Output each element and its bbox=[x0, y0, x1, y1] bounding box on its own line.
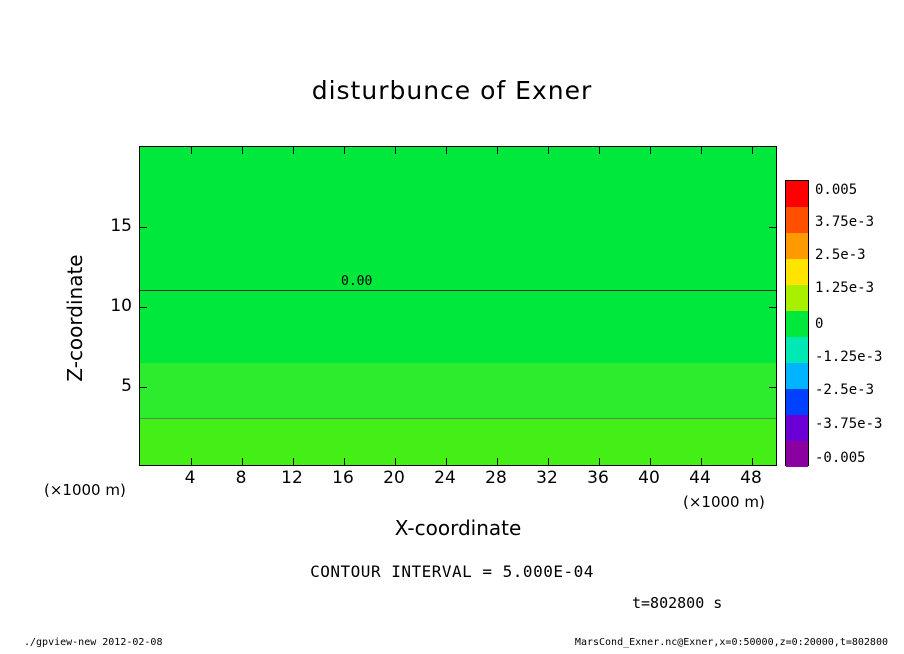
x-tick-top bbox=[701, 147, 702, 154]
y-tick-label: 5 bbox=[121, 376, 132, 396]
y-tick-label: 15 bbox=[110, 216, 132, 236]
colorbar-cell bbox=[786, 415, 808, 441]
x-tick-label: 32 bbox=[536, 468, 558, 488]
x-tick-bottom bbox=[446, 458, 447, 465]
x-tick-bottom bbox=[548, 458, 549, 465]
x-tick-label: 36 bbox=[587, 468, 609, 488]
x-tick-bottom bbox=[395, 458, 396, 465]
colorbar-tick-label: 2.5e-3 bbox=[815, 247, 866, 263]
x-tick-bottom bbox=[242, 458, 243, 465]
colorbar-tick-label: 3.75e-3 bbox=[815, 214, 875, 230]
x-axis-title: X-coordinate bbox=[394, 516, 522, 540]
y-axis-unit: (×1000 m) bbox=[44, 481, 126, 499]
x-tick-label: 24 bbox=[434, 468, 456, 488]
x-tick-bottom bbox=[344, 458, 345, 465]
y-tick-right bbox=[769, 307, 776, 308]
x-tick-bottom bbox=[293, 458, 294, 465]
x-tick-bottom bbox=[650, 458, 651, 465]
colorbar-cell bbox=[786, 181, 808, 207]
page-title: disturbunce of Exner bbox=[311, 76, 593, 105]
colorbar-cell bbox=[786, 207, 808, 233]
contour-line-lower bbox=[140, 418, 776, 419]
y-axis-title: Z-coordinate bbox=[63, 254, 87, 382]
y-tick-left bbox=[140, 387, 147, 388]
colorbar-tick-label: -3.75e-3 bbox=[815, 416, 883, 432]
x-tick-top bbox=[344, 147, 345, 154]
colorbar-tick-label: 0 bbox=[815, 316, 824, 332]
colorbar-cell bbox=[786, 259, 808, 285]
time-annotation: t=802800 s bbox=[632, 594, 723, 612]
colorbar-tick-label: 0.005 bbox=[815, 182, 858, 198]
colorbar bbox=[785, 180, 809, 466]
colorbar-cell bbox=[786, 441, 808, 467]
x-tick-label: 4 bbox=[184, 468, 196, 488]
y-tick-left bbox=[140, 307, 147, 308]
y-tick-label: 10 bbox=[110, 296, 132, 316]
y-tick-right bbox=[769, 227, 776, 228]
x-tick-label: 8 bbox=[235, 468, 247, 488]
data-band-upper-mid bbox=[140, 291, 776, 363]
x-axis-unit: (×1000 m) bbox=[683, 493, 765, 511]
colorbar-cell bbox=[786, 363, 808, 389]
x-tick-top bbox=[242, 147, 243, 154]
colorbar-cell bbox=[786, 285, 808, 311]
contour-interval-note: CONTOUR INTERVAL = 5.000E-04 bbox=[310, 562, 594, 581]
plot-area bbox=[139, 146, 777, 466]
footer-left-note: ./gpview-new 2012-02-08 bbox=[24, 637, 163, 648]
colorbar-tick-label: 1.25e-3 bbox=[815, 280, 875, 296]
x-tick-label: 48 bbox=[740, 468, 762, 488]
data-band-top bbox=[140, 147, 776, 291]
x-tick-label: 40 bbox=[638, 468, 660, 488]
x-tick-bottom bbox=[497, 458, 498, 465]
x-tick-label: 12 bbox=[281, 468, 303, 488]
x-tick-bottom bbox=[191, 458, 192, 465]
x-tick-label: 44 bbox=[689, 468, 711, 488]
contour-line-zero bbox=[140, 290, 776, 291]
footer-right-note: MarsCond_Exner.nc@Exner,x=0:50000,z=0:20000,t=802800 bbox=[574, 637, 888, 648]
colorbar-tick-label: -0.005 bbox=[815, 450, 866, 466]
x-tick-top bbox=[548, 147, 549, 154]
data-band-bottom bbox=[140, 419, 776, 466]
y-tick-left bbox=[140, 227, 147, 228]
x-tick-top bbox=[599, 147, 600, 154]
x-tick-bottom bbox=[752, 458, 753, 465]
colorbar-cell bbox=[786, 337, 808, 363]
colorbar-cell bbox=[786, 389, 808, 415]
x-tick-label: 28 bbox=[485, 468, 507, 488]
colorbar-cell bbox=[786, 233, 808, 259]
colorbar-tick-label: -1.25e-3 bbox=[815, 349, 883, 365]
data-band-lower-mid bbox=[140, 363, 776, 419]
x-tick-top bbox=[446, 147, 447, 154]
x-tick-label: 16 bbox=[332, 468, 354, 488]
colorbar-tick-label: -2.5e-3 bbox=[815, 382, 875, 398]
x-tick-top bbox=[191, 147, 192, 154]
x-tick-top bbox=[293, 147, 294, 154]
x-tick-top bbox=[497, 147, 498, 154]
contour-line-label: 0.00 bbox=[338, 275, 375, 289]
colorbar-cell bbox=[786, 311, 808, 337]
x-tick-top bbox=[650, 147, 651, 154]
x-tick-bottom bbox=[701, 458, 702, 465]
x-tick-label: 20 bbox=[383, 468, 405, 488]
y-tick-right bbox=[769, 387, 776, 388]
x-tick-top bbox=[752, 147, 753, 154]
x-tick-bottom bbox=[599, 458, 600, 465]
x-tick-top bbox=[395, 147, 396, 154]
